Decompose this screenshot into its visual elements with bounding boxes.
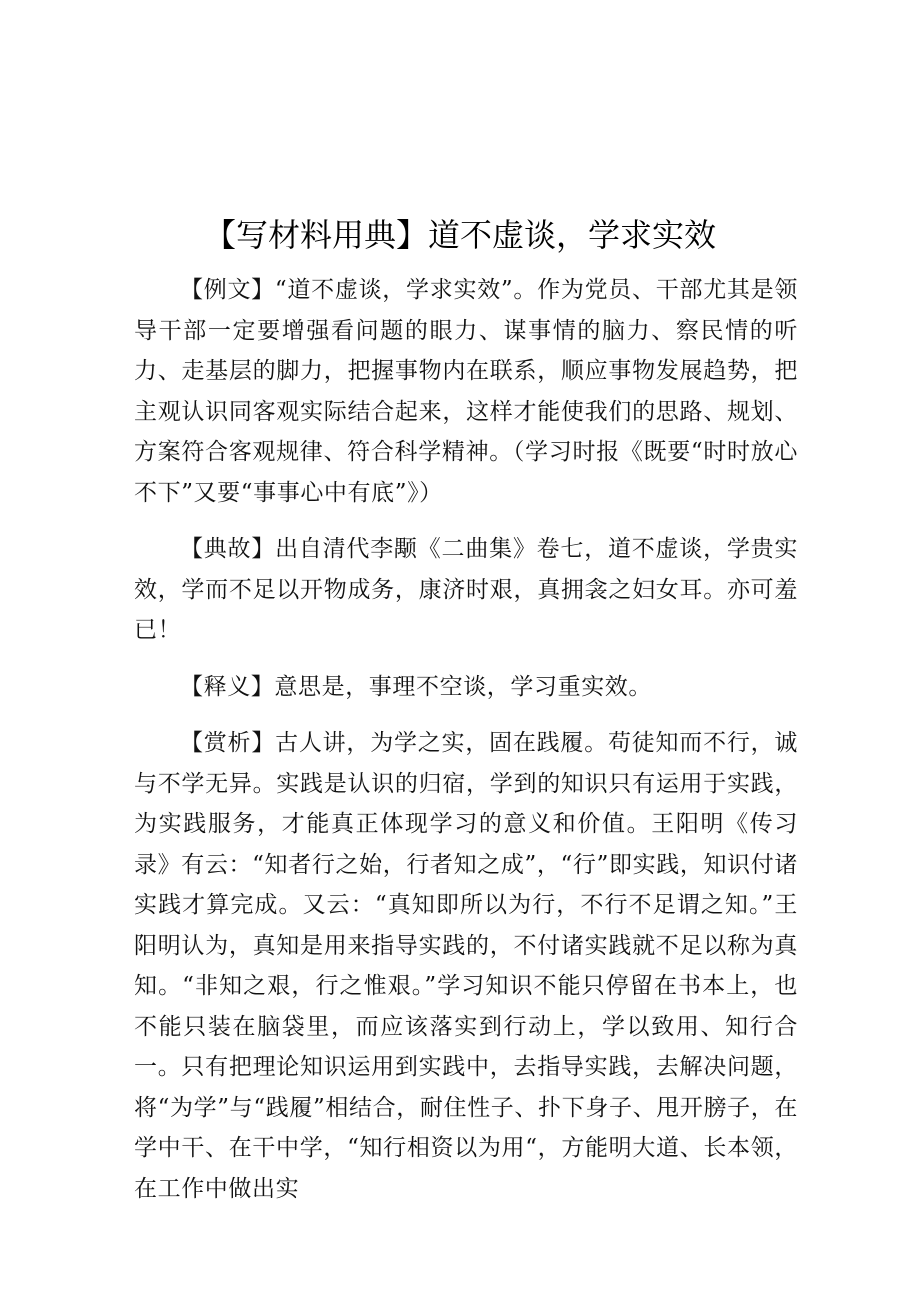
paragraph-text: 古人讲，为学之实，固在践履。苟徒知而不行，诚与不学无异。实践是认识的归宿，学到的知识只有运用于实践，为实践服务，才能真正体现学习的意义和价值。王阳明《传习录》有云：“知者行之始，行者知之成”，“行”即实践，知识付诸实践才算完成。又云：“真知即所以为行，不行不足谓之知。”王阳明认为，真知是用来指导实践的，不付诸实践就不足以称为真知。“非知之艰，行之惟艰。”学习知识不能只停留在书本上，也不能只装在脑袋里，而应该落实到行动上，学以致用、知行合一。只有把理论知识运用到实践中，去指导实践，去解决问题，将“为学”与“践履”相结合，耐住性子、扑下身子、甩开膀子，在学中干、在干中学，“知行相资以为用“，方能明大道、长本领，在工作中做出实: [134, 730, 798, 1202]
document-body: [134, 270, 798, 1225]
paragraph-text: 意思是，事理不空谈，学习重实效。: [274, 673, 653, 700]
paragraph-interpretation: [134, 667, 798, 708]
paragraph-tag: 【赏析】: [180, 730, 276, 756]
document-title: 【写材料用典】道不虚谈，学求实效: [203, 216, 716, 254]
paragraph-tag: 【释义】: [180, 673, 275, 700]
paragraph-tag: 【典故】: [180, 536, 276, 562]
paragraph-allusion: [134, 529, 798, 651]
paragraph-example: [134, 270, 798, 513]
paragraph-text: “道不虚谈，学求实效”。作为党员、干部尤其是领导干部一定要增强看问题的眼力、谋事情的脑力、察民情的听力、走基层的脚力，把握事物内在联系，顺应事物发展趋势，把主观认识同客观实际结合起来，这样才能使我们的思路、规划、方案符合客观规律、符合科学精神。（学习时报《既要“时时放心不下”又要“事事心中有底”》）: [134, 277, 798, 506]
paragraph-text: 出自清代李颙《二曲集》卷七，道不虚谈，学贵实效，学而不足以开物成务，康济时艰，真拥衾之妇女耳。亦可羞已！: [134, 536, 798, 643]
paragraph-tag: 【例文】: [180, 277, 275, 303]
paragraph-appreciation: [134, 723, 798, 1209]
